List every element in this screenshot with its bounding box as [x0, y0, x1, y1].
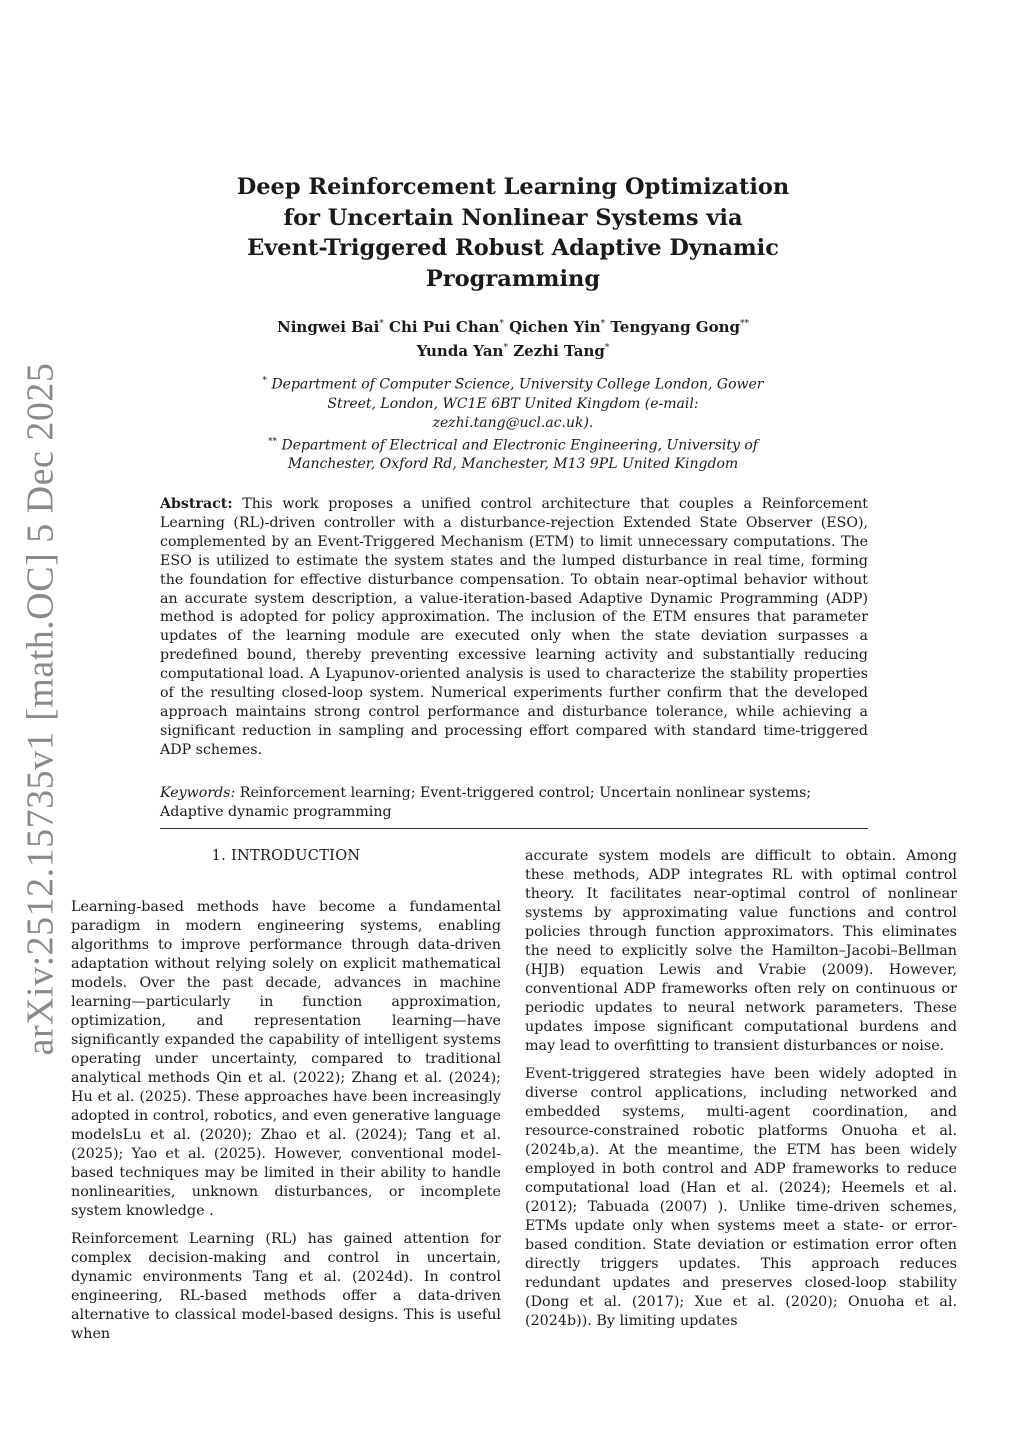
author-mark: * [503, 343, 508, 353]
author-name: Tengyang Gong [610, 318, 740, 336]
paragraph: Event-triggered strategies have been widely adopted in diverse control applications, including networked and embedded systems, multi-agent coordination, and resource-constrained robotic platforms Onuoha et al. (2024b,a). At the meantime, the ETM has been widely employed in both control and ADP frameworks to reduce computational load (Han et al. (2024); Heemels et al. (2012); Tabuada (2007) ). Unlike time-driven schemes, ETMs update only when systems meet a state- or error-based condition. State deviation or estimation error often directly triggers updates. This approach reduces redundant updates and preserves closed-loop stability (Dong et al. (2017); Xue et al. (2020); Onuoha et al. (2024b)). By limiting updates [525, 1066, 957, 1329]
arxiv-identifier-text: arXiv:2512.15735v1 [math.OC] 5 Dec 2025 [19, 362, 61, 1055]
paragraph: Reinforcement Learning (RL) has gained attention for complex decision-making and control in uncertain, dynamic environments Tang et al. (2024d). In control engineering, RL-based methods offer a data-driven alternative to classical model-based designs. This is useful when [71, 1231, 501, 1342]
abstract-label: Abstract: [160, 496, 233, 512]
author-name: Qichen Yin [509, 318, 601, 336]
author-mark: * [604, 343, 610, 353]
author-name: Yunda Yan [416, 342, 504, 360]
affiliation-email: zezhi.tang@ucl.ac.uk). [432, 414, 594, 431]
left-column [71, 898, 501, 1353]
author-name: Chi Pui Chan [389, 318, 500, 336]
section-heading [71, 847, 501, 866]
divider [160, 828, 868, 829]
affiliation-line: Street, London, WC1E 6BT United Kingdom (e-mail: [327, 395, 699, 412]
abstract [160, 495, 868, 760]
title-line: Programming [425, 265, 601, 292]
keywords-label: Keywords: [160, 785, 236, 801]
title-line: for Uncertain Nonlinear Systems via [283, 204, 743, 231]
paragraph: Learning-based methods have become a fundamental paradigm in modern engineering systems, enabling algorithms to improve performance through data-driven adaptation without relying solely on explicit mathematical models. Over the past decade, advances in machine learning—particularly in function approximation, optimization, and representation learning—have significantly expanded the capability of intelligent systems operating under uncertainty, compared to traditional analytical methods Qin et al. (2022); Zhang et al. (2024); Hu et al. (2025). These approaches have been increasingly adopted in control, robotics, and even generative language modelsLu et al. (2020); Zhao et al. (2024); Tang et al. (2025); Yao et al. (2025). However, conventional model-based techniques may be limited in their ability to handle nonlinearities, unknown disturbances, or incomplete system knowledge . [71, 899, 501, 1219]
right-column [525, 847, 957, 1340]
section-title: INTRODUCTION [230, 848, 361, 864]
paper-title [200, 172, 826, 294]
abstract-text: This work proposes a unified control architecture that couples a Reinforcement Learning (RL)-driven controller with a disturbance-rejection Extended State Observer (ESO), complemented by an Event-Triggered Mechanism (ETM) to limit unnecessary computations. The ESO is utilized to estimate the system states and the lumped disturbance in real time, forming the foundation for effective disturbance compensation. To obtain near-optimal behavior without an accurate system description, a value-iteration-based Adaptive Dynamic Programming (ADP) method is adopted for policy approximation. The inclusion of the ETM ensures that parameter updates of the learning module are executed only when the state deviation surpasses a predefined bound, thereby preventing excessive learning activity and substantially reducing computational load. A Lyapunov-oriented analysis is used to characterize the stability properties of the resulting closed-loop system. Numerical experiments further confirm that the developed approach maintains strong control performance and disturbance tolerance, while achieving a significant reduction in sampling and processing effort compared with standard time-triggered ADP schemes. [160, 496, 868, 758]
author-mark: * [379, 319, 384, 329]
affiliation-line: Department of Computer Science, University College London, Gower [271, 376, 764, 393]
affiliation-mark: ** [268, 436, 278, 447]
affiliation-mark: * [262, 376, 267, 386]
author-mark: ** [740, 319, 749, 329]
paragraph: accurate system models are difficult to obtain. Among these methods, ADP integrates RL with optimal control theory. It facilitates near-optimal control of nonlinear systems by approximating value functions and control policies through function approximators. This eliminates the need to explicitly solve the Hamilton–Jacobi–Bellman (HJB) equation Lewis and Vrabie (2009). However, conventional ADP frameworks often rely on continuous or periodic updates to neural network parameters. These updates impose significant computational burdens and may lead to overfitting to transient disturbances or noise. [525, 848, 957, 1054]
keywords-text: Reinforcement learning; Event-triggered control; Uncertain nonlinear systems; Adaptive dynamic programming [160, 785, 812, 820]
author-name: Zezhi Tang [513, 342, 605, 360]
author-mark: * [600, 319, 606, 329]
title-line: Event-Triggered Robust Adaptive Dynamic [247, 235, 779, 261]
author-name: Ningwei Bai [277, 318, 380, 336]
affiliation-line: Department of Electrical and Electronic Engineering, University of [281, 437, 758, 454]
keywords [160, 784, 868, 822]
title-line: Deep Reinforcement Learning Optimization [236, 174, 790, 200]
author-list [200, 314, 826, 362]
arxiv-identifier [16, 362, 64, 1055]
affiliation-line: Manchester, Oxford Rd, Manchester, M13 9PL United Kingdom [287, 456, 739, 473]
section-number: 1. [211, 848, 227, 864]
author-mark: * [499, 319, 504, 329]
affiliations [200, 372, 826, 474]
